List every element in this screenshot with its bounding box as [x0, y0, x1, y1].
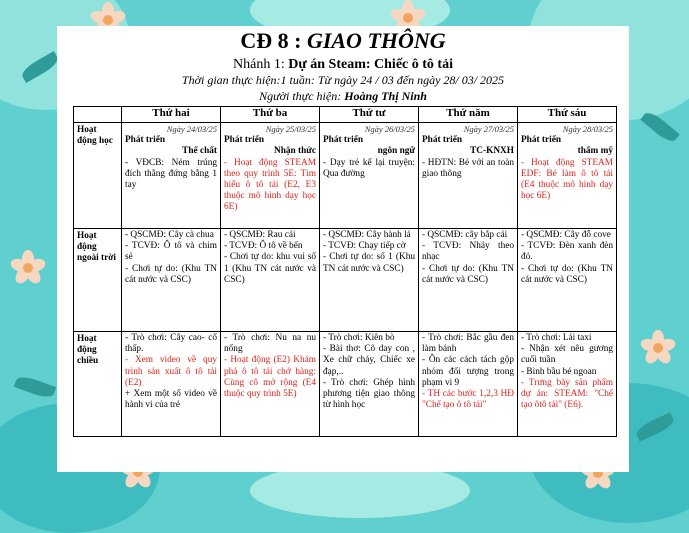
cell-line: - QSCMĐ: Cây cà chua: [125, 230, 214, 240]
cell-red-text: - Xem video về quy trình sản xuất ô tô tải (E2): [125, 355, 217, 388]
cell-line: - Trò chơi: Lái taxi: [521, 333, 592, 343]
table-cell: [221, 332, 320, 437]
cell-line: - Bài thơ: Cô day con , Xe chữ cháy, Chiếc xe đạp,..: [323, 344, 415, 377]
flower-decoration: [10, 250, 46, 286]
table-cell: [122, 229, 221, 332]
table-cell: [518, 332, 617, 437]
day-header: Thứ hai: [122, 107, 221, 123]
cell-line: - Trò chơi: Ghép hình phương tiện giao thông từ hình học: [323, 377, 415, 411]
cell-red-text: - Hoạt động STEAM theo quy trình 5E: Tìm hiểu ô tô tải (E2, E3 thuộc mô hình dạy học 6E): [224, 157, 316, 213]
cell-line: - TCVĐ: Ô tô và chim sẻ: [125, 241, 217, 263]
table-cell: [518, 123, 617, 229]
cell-category: Phát triển: [422, 135, 463, 146]
cell-category: Thể chất: [182, 146, 217, 157]
person-line: [57, 89, 629, 104]
cell-date: Ngày 27/03/25: [463, 124, 514, 134]
cell-date: Ngày 25/03/25: [265, 124, 316, 134]
row-label: Hoạt động chiều: [74, 332, 122, 437]
cell-line: - QSCMĐ: Rau cải: [224, 230, 296, 240]
table-cell: [122, 332, 221, 437]
cell-red-text: - TH các bước 1,2,3 HĐ "Chế tạo ô tô tải": [422, 389, 514, 411]
table-cell: [221, 123, 320, 229]
cell-category: Phát triển: [125, 135, 166, 146]
cell-line: - Trò chơi: Nu na nu nống: [224, 333, 316, 355]
cell-line: - Chơi tự do: (Khu TN cát nước và CSC): [422, 263, 514, 285]
cell-line: - TCVĐ: Ô tô về bến: [224, 241, 303, 252]
day-header: Thứ ba: [221, 107, 320, 123]
weekly-schedule-table: [73, 106, 617, 437]
day-header: Thứ năm: [419, 107, 518, 123]
table-cell: [419, 123, 518, 229]
table-cell: [419, 229, 518, 332]
table-cell: [320, 229, 419, 332]
cell-line: - TCVĐ: Đèn xanh đèn đỏ.: [521, 241, 613, 263]
table-cell: [320, 123, 419, 229]
title-prefix: CĐ 8 :: [240, 28, 307, 53]
corner-cell: [74, 107, 122, 123]
table-cell: [221, 229, 320, 332]
cell-line: - TCVĐ: Chạy tiếp cờ: [323, 241, 406, 252]
schedule-page: [57, 26, 629, 472]
cell-red-text: - Hoạt động STEAM EDF: Bé làm ô tô tải (E4 thuộc mô hình dạy học 6E): [521, 157, 613, 202]
cell-red-text: - Hoạt động (E2) Khám phá ô tô tải chở hàng: Cùng cô mở rộng (E4 thuộc quy trình 5E): [224, 355, 316, 400]
cell-category: thẩm mỹ: [577, 146, 613, 157]
cell-line: - Ôn các cách tách gộp nhóm đối tượng trong phạm vi 9: [422, 355, 514, 388]
cell-line: - QSCMĐ: cây bắp cải: [422, 230, 508, 240]
leaf-decoration: [640, 109, 680, 145]
branch-prefix: Nhánh 1:: [233, 57, 289, 72]
table-cell: [122, 123, 221, 229]
table-row: [74, 332, 617, 437]
branch-line: [57, 57, 629, 73]
cell-category: Phát triển: [521, 135, 562, 146]
cell-line: - Chơi tự do: (Khu TN cát nước và CSC): [125, 263, 217, 285]
table-cell: [320, 332, 419, 437]
cell-text: - HĐTN: Bé với an toàn giao thông: [422, 157, 514, 179]
leaf-decoration: [14, 374, 56, 401]
person-name: Hoàng Thị Ninh: [344, 89, 427, 103]
table-cell: [518, 229, 617, 332]
cell-line: - QSCMĐ: Cây đỗ cove: [521, 230, 611, 240]
day-header: Thứ sáu: [518, 107, 617, 123]
cell-line: - Chơi tự do: khu vui số 1 (Khu TN cát nước và CSC): [224, 252, 316, 285]
cell-line: - Trò chơi: Cây cao- cố thấp.: [125, 333, 217, 355]
cell-line: - QSCMĐ: Cây hành lá: [323, 230, 411, 240]
cell-category: Nhận thức: [274, 146, 316, 157]
title-topic: GIAO THÔNG: [306, 28, 446, 53]
row-label: Hoạt động học: [74, 123, 122, 229]
row-label: Hoạt động ngoài trời: [74, 229, 122, 332]
cell-line: - Bình bầu bé ngoan: [521, 366, 597, 377]
cell-line: - Trò chơi: Kiên bò: [323, 333, 395, 343]
cell-date: Ngày 28/03/25: [562, 124, 613, 134]
cell-line: - Nhận xét nêu gương cuối tuần: [521, 344, 613, 366]
cell-date: Ngày 26/03/25: [364, 124, 415, 134]
time-line: Thời gian thực hiện:1 tuần: Từ ngày 24 / 03 đến ngày 28/ 03/ 2025: [181, 73, 505, 87]
table-row: [74, 229, 617, 332]
table-cell: [419, 332, 518, 437]
cell-line: - Chơi tự do: (Khu TN cát nước và CSC): [521, 263, 613, 285]
page-title: [57, 28, 629, 54]
cell-line: - Trò chơi: Bắc gầu đen làm bánh: [422, 333, 514, 355]
cell-red-text: - Trưng bày sản phẩm dự án: STEAM: "Chế tạo ôtô tải" (E6).: [521, 377, 613, 411]
flower-decoration: [640, 330, 676, 366]
cell-category: Phát triển: [224, 135, 265, 146]
table-header-row: [74, 107, 617, 123]
cell-category: TC-KNXH: [470, 146, 514, 157]
table-row: [74, 123, 617, 229]
cell-category: ngôn ngữ: [377, 146, 415, 157]
cell-line: + Xem một số video về hành vi của trẻ: [125, 389, 217, 411]
cell-text: - Dạy trẻ kể lại truyện: Qua đường: [323, 157, 415, 179]
cell-date: Ngày 24/03/25: [166, 124, 217, 134]
cell-text: - VĐCB: Ném trúng đích thẳng đứng bằng 1 tay: [125, 157, 217, 191]
day-header: Thứ tư: [320, 107, 419, 123]
branch-project: Dự án Steam: Chiếc ô tô tải: [288, 57, 453, 72]
cell-line: - TCVĐ: Nhảy theo nhạc: [422, 241, 514, 263]
person-prefix: Người thực hiện:: [259, 89, 345, 103]
cell-line: - Chơi tự do: số 1 (Khu TN cát nước và CSC): [323, 252, 415, 274]
cell-category: Phát triển: [323, 135, 364, 146]
